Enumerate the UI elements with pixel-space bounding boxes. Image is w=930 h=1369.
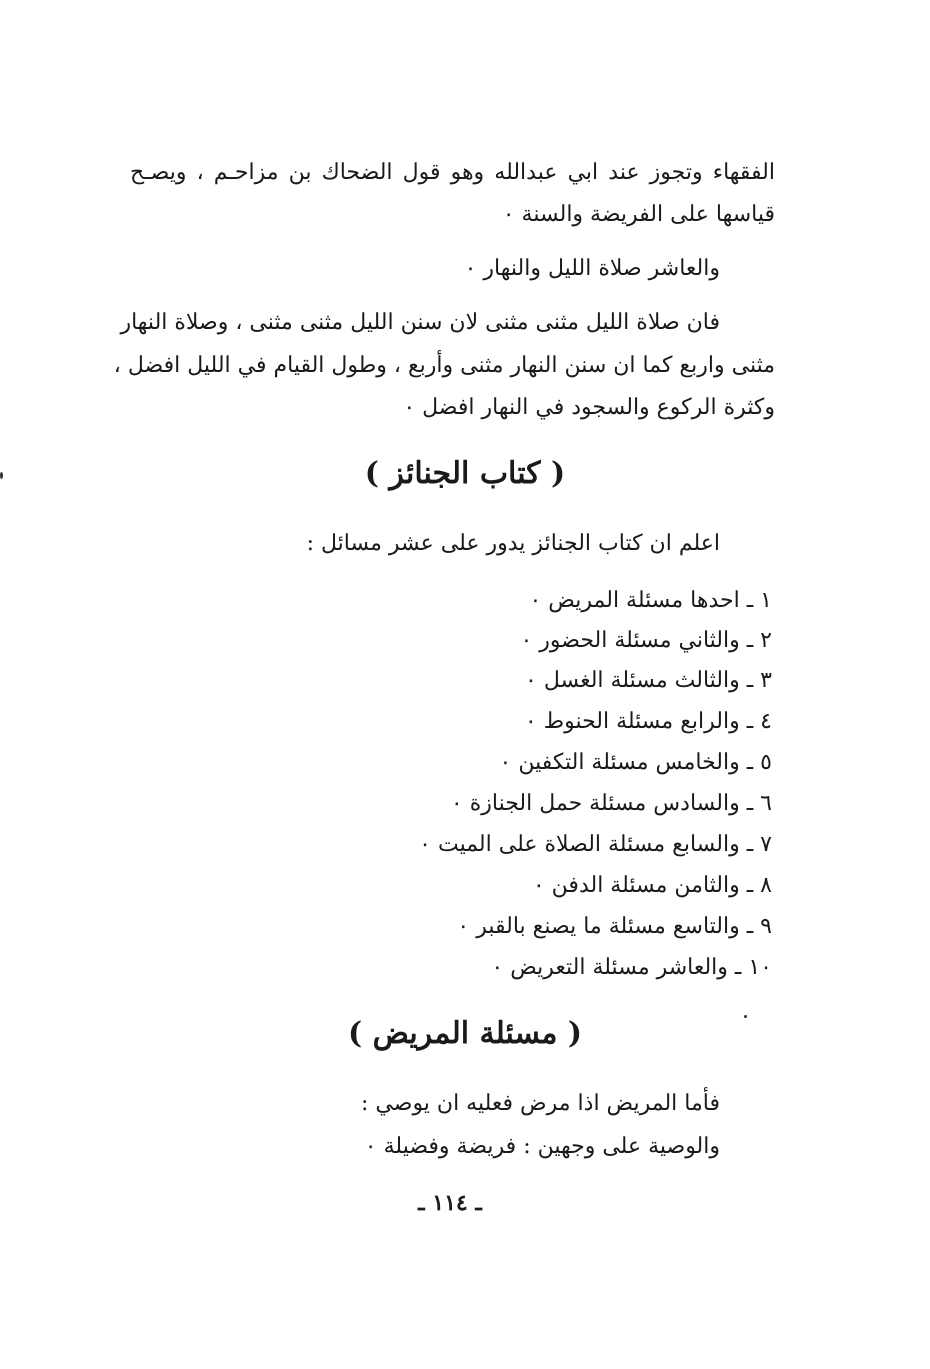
sick-text-line-2: والوصية على وجهين : فريضة وفضيلة ٠: [364, 1134, 720, 1159]
sick-text-line-1: فأما المريض اذا مرض فعليه ان يوصي :: [361, 1091, 720, 1116]
list-item: ٣ ـ والثالث مسئلة الغسل ٠: [525, 668, 772, 693]
list-item: ٨ ـ والثامن مسئلة الدفن ٠: [532, 873, 772, 898]
list-item: ١ ـ احدها مسئلة المريض ٠: [529, 588, 772, 613]
list-item: ٦ ـ والسادس مسئلة حمل الجنازة ٠: [450, 791, 772, 816]
tenth-prayer-line: والعاشر صلاة الليل والنهار ٠: [464, 256, 720, 281]
list-item: ٢ ـ والثاني مسئلة الحضور ٠: [520, 628, 772, 653]
book-intro: اعلم ان كتاب الجنائز يدور على عشر مسائل :: [306, 531, 720, 556]
night-day-line-1: فان صلاة الليل مثنى مثنى لان سنن الليل مثنى مثنى ، وصلاة النهار: [120, 310, 720, 335]
list-item: ٤ ـ والرابع مسئلة الحنوط ٠: [524, 709, 772, 734]
page-number: ـ ١١٤ ـ: [418, 1190, 482, 1216]
scan-speck: [744, 1015, 747, 1018]
sick-heading: ( مسئلة المريض ): [347, 1016, 583, 1051]
scan-mark: [0, 472, 3, 479]
night-day-line-3: وكثرة الركوع والسجود في النهار افضل ٠: [403, 395, 775, 420]
book-heading: ( كتاب الجنائز ): [364, 456, 566, 491]
night-day-line-2: مثنى واربع كما ان سنن النهار مثنى وأربع ، وطول القيام في الليل افضل ،: [113, 353, 775, 378]
list-item: ٥ ـ والخامس مسئلة التكفين ٠: [499, 750, 772, 775]
list-item: ٧ ـ والسابع مسئلة الصلاة على الميت ٠: [419, 832, 772, 857]
intro-line-1: الفقهاء وتجوز عند ابي عبدالله وهو قول الضحاك بن مزاحـم ، ويصـح: [130, 160, 775, 185]
list-item: ١٠ ـ والعاشر مسئلة التعريض ٠: [491, 955, 772, 980]
intro-line-2: قياسها على الفريضة والسنة ٠: [502, 202, 775, 227]
list-item: ٩ ـ والتاسع مسئلة ما يصنع بالقبر ٠: [457, 914, 772, 939]
